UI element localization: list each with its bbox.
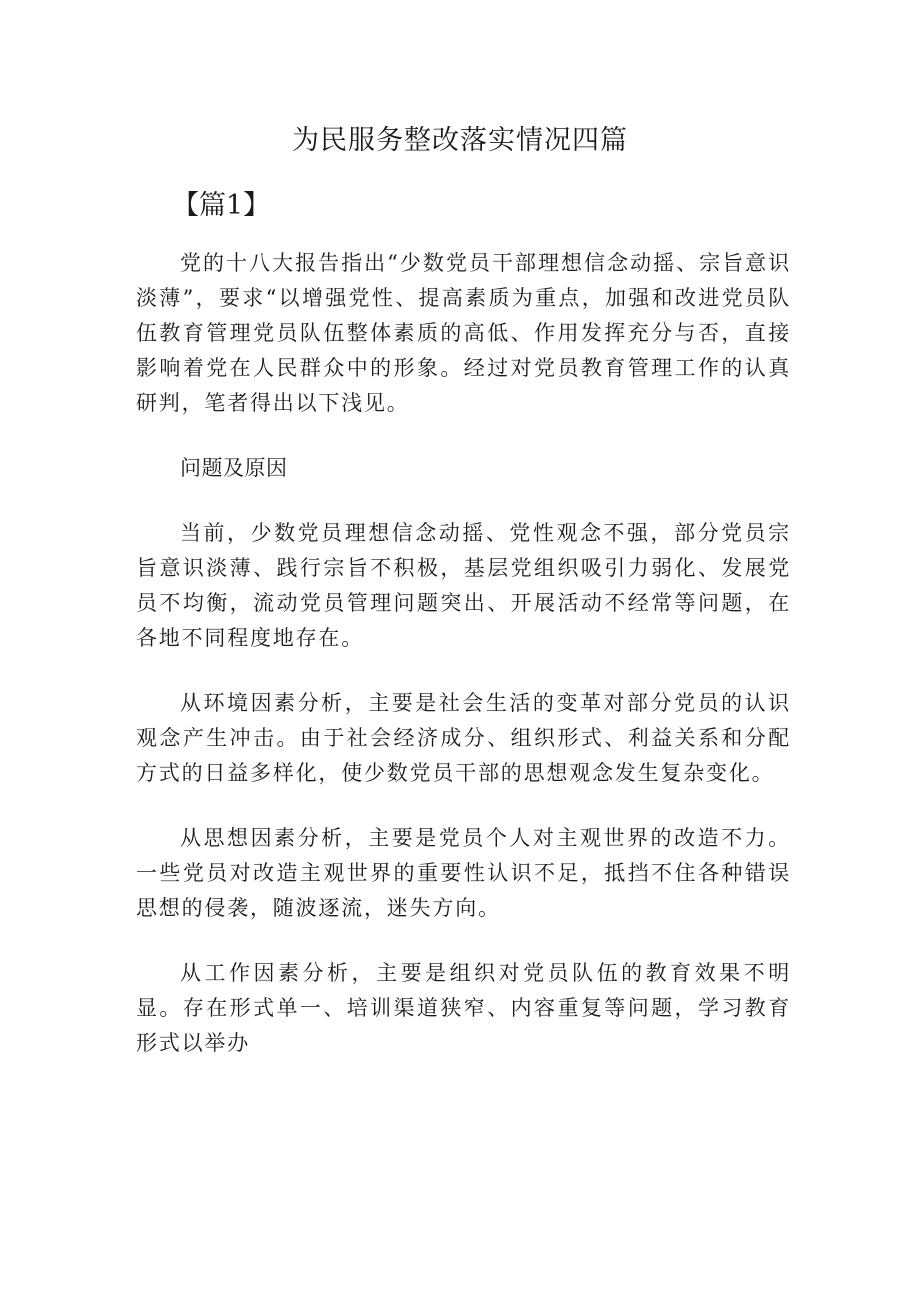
document-title: 为民服务整改落实情况四篇 — [292, 125, 628, 156]
paragraph-environment: 从环境因素分析，主要是社会生活的变革对部分党员的认识观念产生冲击。由于社会经济成分、组织形式、利益关系和分配方式的日益多样化，使少数党员干部的思想观念发生复杂变化。 — [136, 691, 791, 785]
paragraph-problems: 当前，少数党员理想信念动摇、党性观念不强，部分党员宗旨意识淡薄、践行宗旨不积极，基层党组织吸引力弱化、发展党员不均衡，流动党员管理问题突出、开展活动不经常等问题，在各地不同程度地存在。 — [136, 521, 791, 650]
paragraph-ideology: 从思想因素分析，主要是党员个人对主观世界的改造不力。一些党员对改造主观世界的重要性认识不足，抵挡不住各种错误思想的侵袭，随波逐流，迷失方向。 — [136, 826, 791, 920]
section-heading: 【篇1】 — [172, 190, 271, 221]
paragraph-subheading: 问题及原因 — [180, 456, 288, 480]
paragraph-intro: 党的十八大报告指出“少数党员干部理想信念动摇、宗旨意识淡薄”，要求“以增强党性、提高素质为重点，加强和改进党员队伍教育管理党员队伍整体素质的高低、作用发挥充分与否，直接影响着党在人民群众中的形象。经过对党员教育管理工作的认真研判，笔者得出以下浅见。 — [136, 251, 791, 415]
paragraph-work: 从工作因素分析，主要是组织对党员队伍的教育效果不明显。存在形式单一、培训渠道狭窄、内容重复等问题，学习教育形式以举办 — [136, 961, 791, 1055]
document-body — [136, 246, 791, 1091]
